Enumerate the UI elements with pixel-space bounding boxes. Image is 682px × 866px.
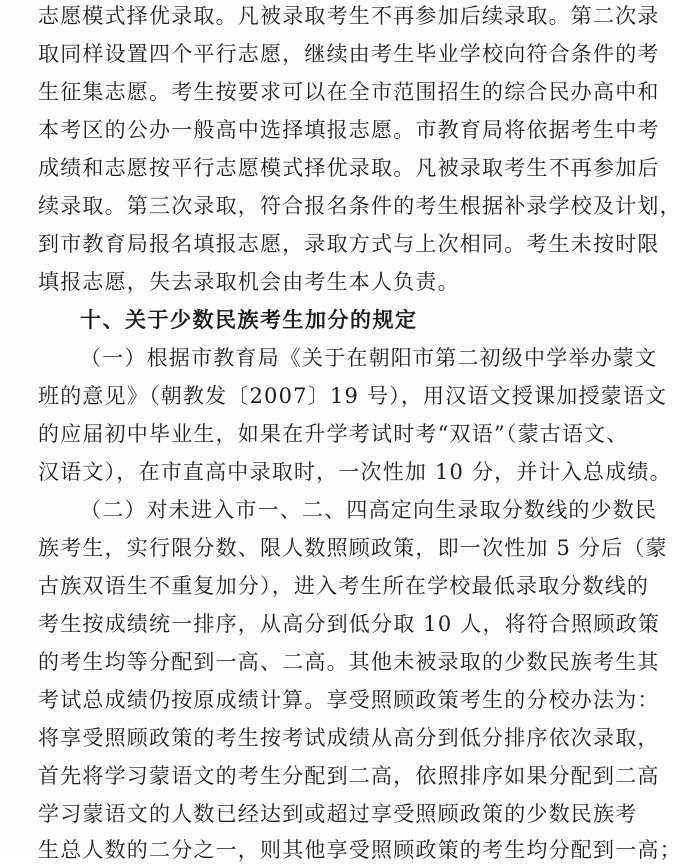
paragraph-line: 续录取。第三次录取，符合报名条件的考生根据补录学校及计划， <box>38 194 682 218</box>
paragraph-line: 生总人数的二分之一，则其他享受照顾政策的考生均分配到一高； <box>38 838 682 862</box>
section-heading: 十、关于少数民族考生加分的规定 <box>80 308 418 332</box>
paragraph-line: 生征集志愿。考生按要求可以在全市范围招生的综合民办高中和 <box>38 80 660 104</box>
paragraph-line: 本考区的公办一般高中选择填报志愿。市教育局将依据考生中考 <box>38 118 660 142</box>
paragraph-line: 族考生，实行限分数、限人数照顾政策，即一次性加 5 分后（蒙 <box>38 536 668 560</box>
paragraph-line: 汉语文），在市直高中录取时，一次性加 10 分，并计入总成绩。 <box>38 460 672 484</box>
paragraph-line: 考生按成绩统一排序，从高分到低分取 10 人，将符合照顾政策 <box>38 612 661 636</box>
paragraph-line: 填报志愿，失去录取机会由考生本人负责。 <box>38 270 460 294</box>
paragraph-line: 考试总成绩仍按原成绩计算。享受照顾政策考生的分校办法为： <box>38 688 660 712</box>
paragraph-line: （二）对未进入市一、二、四高定向生录取分数线的少数民 <box>80 498 658 522</box>
paragraph-line: 取同样设置四个平行志愿，继续由考生毕业学校向符合条件的考 <box>38 42 660 66</box>
paragraph-line: （一）根据市教育局《关于在朝阳市第二初级中学举办蒙文 <box>80 346 658 370</box>
paragraph-line: 首先将学习蒙语文的考生分配到二高，依照排序如果分配到二高 <box>38 764 660 788</box>
paragraph-line: 班的意见》（朝教发〔2007〕19 号），用汉语文授课加授蒙语文 <box>38 384 668 408</box>
paragraph-line: 古族双语生不重复加分），进入考生所在学校最低录取分数线的 <box>38 574 650 598</box>
paragraph-line: 学习蒙语文的人数已经达到或超过享受照顾政策的少数民族考 <box>38 802 638 826</box>
paragraph-line: 将享受照顾政策的考生按考试成绩从高分到低分排序依次录取， <box>38 726 660 750</box>
paragraph-line: 到市教育局报名填报志愿，录取方式与上次相同。考生未按时限 <box>38 232 660 256</box>
paragraph-line: 成绩和志愿按平行志愿模式择优录取。凡被录取考生不再参加后 <box>38 156 660 180</box>
paragraph-line: 的考生均等分配到一高、二高。其他未被录取的少数民族考生其 <box>38 650 660 674</box>
paragraph-line: 志愿模式择优录取。凡被录取考生不再参加后续录取。第二次录 <box>38 4 660 28</box>
paragraph-line: 的应届初中毕业生，如果在升学考试时考“双语”（蒙古语文、 <box>38 422 629 446</box>
